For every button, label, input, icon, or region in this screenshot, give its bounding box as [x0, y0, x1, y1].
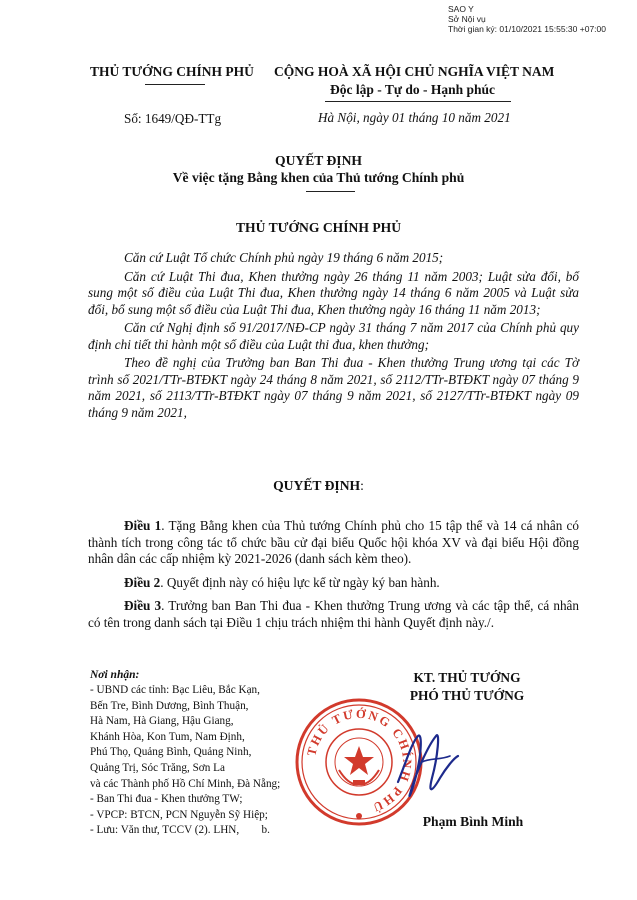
- recipients-heading: Nơi nhận: [90, 669, 136, 681]
- recipient-line: Hà Nam, Hà Giang, Hậu Giang,: [90, 715, 234, 728]
- article-text: . Trưởng ban Ban Thi đua - Khen thưởng Trung ương và các tập thể, cá nhân có tên trong danh sách tại Điều 1 chịu trách nhiệm thi hành Quyết định này./.: [88, 598, 579, 630]
- recipients: [90, 668, 280, 839]
- article-2: [88, 575, 579, 592]
- articles: [88, 518, 579, 631]
- motto-underline: [325, 101, 511, 102]
- preamble: [88, 250, 579, 421]
- handwritten-signature: [392, 722, 464, 808]
- svg-text:THỦ TƯỚNG CHÍNH PHỦ: THỦ TƯỚNG CHÍNH PHỦ: [304, 706, 415, 815]
- recipient-line: Khánh Hòa, Kon Tum, Nam Định,: [90, 730, 245, 743]
- copy-stamp: [448, 4, 606, 34]
- decision-heading: [0, 478, 637, 494]
- copy-stamp-type: SAO Y: [448, 4, 474, 14]
- article-3: [88, 598, 579, 631]
- recipient-line: Phú Thọ, Quảng Bình, Quảng Ninh,: [90, 746, 252, 759]
- article-1: [88, 518, 579, 568]
- recipient-line: - UBND các tỉnh: Bạc Liêu, Bắc Kạn,: [90, 684, 260, 696]
- signature-position: PHÓ THỦ TƯỚNG: [409, 688, 525, 703]
- recipient-line: - Ban Thi đua - Khen thưởng TW;: [90, 793, 243, 806]
- article-label: Điều 1: [124, 518, 162, 533]
- signature-on-behalf: KT. THỦ TƯỚNG: [413, 670, 521, 685]
- recipient-line: Bến Tre, Bình Dương, Bình Thuận,: [90, 699, 249, 712]
- recipient-line: và các Thành phố Hồ Chí Minh, Đà Nẵng;: [90, 777, 281, 790]
- article-label: Điều 2: [124, 574, 161, 590]
- issuer-name: THỦ TƯỚNG CHÍNH PHỦ: [90, 64, 254, 79]
- recipient-line: - Lưu: Văn thư, TCCV (2). LHN, b.: [90, 824, 270, 837]
- signer-name: Phạm Bình Minh: [422, 814, 524, 829]
- preamble-clause: Căn cứ Luật Tổ chức Chính phủ ngày 19 tháng 6 năm 2015;: [124, 250, 444, 265]
- subject-underline: [306, 191, 355, 192]
- copy-stamp-org: Sở Nội vụ: [448, 14, 486, 24]
- place-date: Hà Nội, ngày 01 tháng 10 năm 2021: [318, 110, 511, 125]
- recipient-line: - VPCP: BTCN, PCN Nguyễn Sỹ Hiệp;: [90, 808, 268, 821]
- national-motto: Độc lập - Tự do - Hạnh phúc: [330, 82, 496, 97]
- copy-stamp-time: Thời gian ký: 01/10/2021 15:55:30 +07:00: [448, 24, 606, 34]
- country-name: CỘNG HOÀ XÃ HỘI CHỦ NGHĨA VIỆT NAM: [274, 64, 555, 79]
- authority-heading: THỦ TƯỚNG CHÍNH PHỦ: [235, 220, 402, 235]
- preamble-clause: Theo đề nghị của Trưởng ban Ban Thi đua - Khen thưởng Trung ương tại các Tờ trình số 2021/TTr-BTĐKT ngày 24 tháng 8 năm 2021, số 2112/TTr-BTĐKT ngày 07 tháng 9 năm 2021, số 2113/TTr-BTĐKT ngày 07 tháng 9 năm 2021, số 2127/TTr-BTĐKT ngày 09 tháng 9 năm 2021,: [88, 355, 579, 420]
- preamble-clause: Căn cứ Nghị định số 91/2017/NĐ-CP ngày 31 tháng 7 năm 2017 của Chính phủ quy định chi tiết thi hành một số điều của Luật thi đua, khen thưởng;: [88, 320, 579, 352]
- article-text: . Tặng Bằng khen của Thủ tướng Chính phủ cho 15 tập thể và 14 cá nhân có thành tích trong công tác tổ chức bầu cử đại biểu Quốc hội khóa XV và đại biểu Hội đồng nhân dân các cấp nhiệm kỳ 2021-2026 (danh sách kèm theo).: [88, 518, 579, 566]
- document-number: Số: 1649/QĐ-TTg: [124, 111, 222, 126]
- decision-heading-colon: :: [360, 478, 364, 493]
- document-title: QUYẾT ĐỊNH: [275, 153, 362, 168]
- recipients-heading-line: Nơi nhận:: [90, 669, 140, 681]
- document-subject: Về việc tặng Bằng khen của Thủ tướng Chính phủ: [172, 170, 465, 185]
- issuer-underline: [145, 84, 205, 85]
- article-label: Điều 3: [124, 598, 162, 613]
- decision-heading-text: QUYẾT ĐỊNH: [273, 478, 361, 493]
- article-text: . Quyết định này có hiệu lực kể từ ngày ký ban hành.: [160, 574, 440, 590]
- preamble-clause: Căn cứ Luật Thi đua, Khen thưởng ngày 26 tháng 11 năm 2003; Luật sửa đổi, bổ sung một số điều của Luật Thi đua, Khen thưởng ngày 14 tháng 6 năm 2005 và Luật sửa đổi, bổ sung một số điều của Luật Thi đua, Khen thưởng ngày 16 tháng 11 năm 2013;: [88, 268, 579, 317]
- recipient-line: Quảng Trị, Sóc Trăng, Sơn La: [90, 761, 225, 774]
